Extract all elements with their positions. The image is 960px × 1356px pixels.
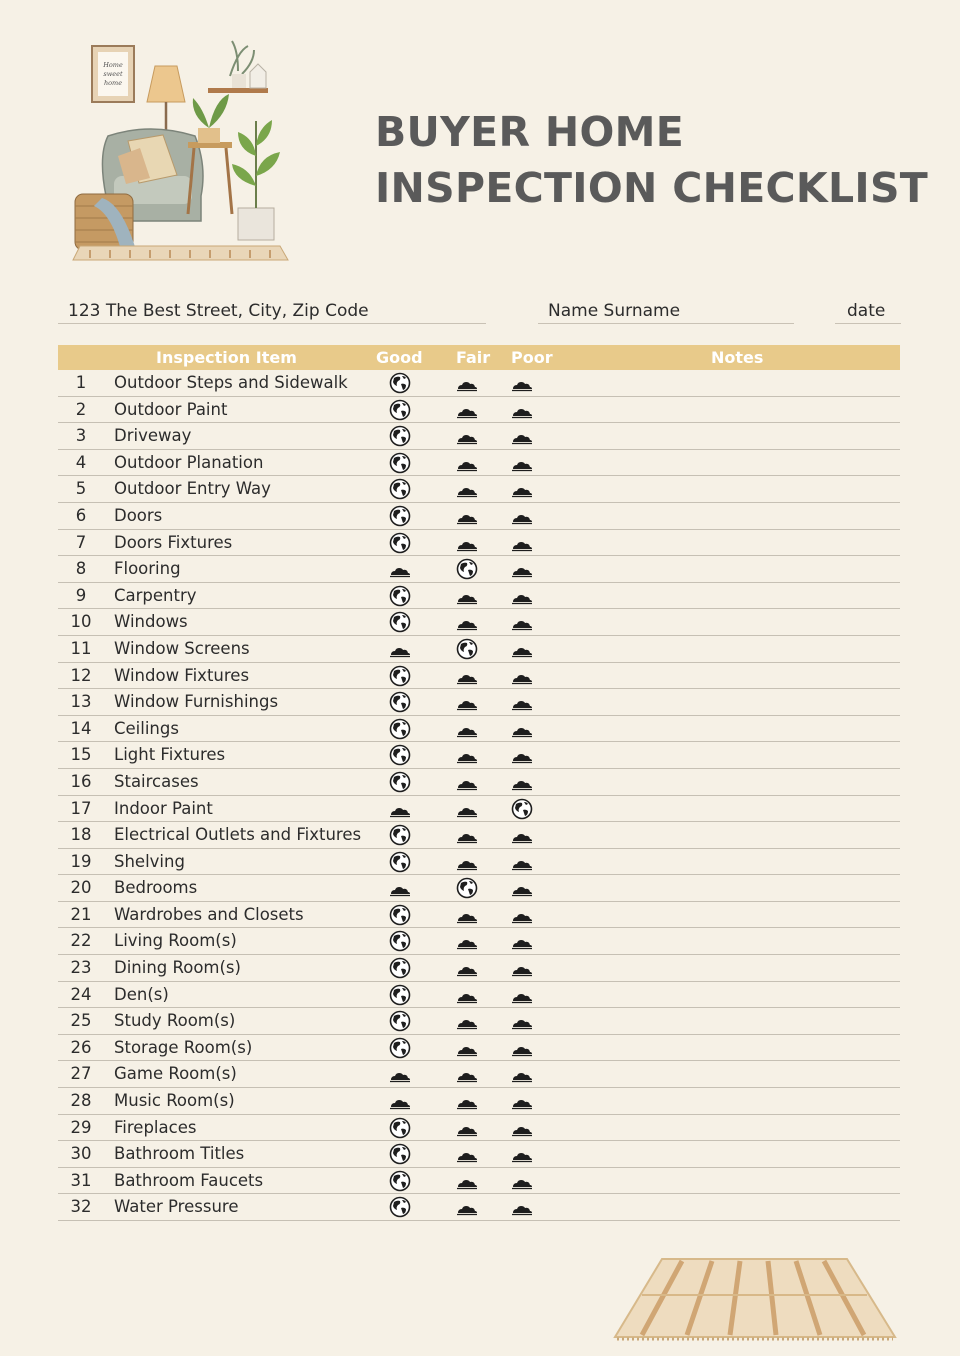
row-number: 30: [70, 1144, 92, 1164]
inspection-item-label: Doors Fixtures: [114, 532, 233, 552]
globe-icon[interactable]: [388, 1037, 412, 1059]
cloud-icon[interactable]: [455, 399, 479, 421]
cloud-icon[interactable]: [455, 372, 479, 394]
globe-icon[interactable]: [388, 904, 412, 926]
globe-icon[interactable]: [388, 425, 412, 447]
globe-icon[interactable]: [388, 771, 412, 793]
table-row: [58, 556, 900, 583]
cloud-icon[interactable]: [455, 532, 479, 554]
row-number: 14: [70, 718, 92, 738]
page-title: [375, 104, 935, 216]
table-row: [58, 397, 900, 424]
table-row: [58, 476, 900, 503]
table-row: [58, 955, 900, 982]
cloud-icon[interactable]: [455, 744, 479, 766]
inspection-item-label: Windows: [114, 612, 188, 632]
inspection-item-label: Driveway: [114, 426, 192, 446]
inspection-item-label: Dining Room(s): [114, 958, 241, 978]
globe-icon[interactable]: [388, 1143, 412, 1165]
globe-icon[interactable]: [388, 691, 412, 713]
table-body: [58, 370, 900, 1221]
globe-icon[interactable]: [388, 851, 412, 873]
cloud-icon[interactable]: [455, 930, 479, 952]
name-field[interactable]: Name Surname: [538, 298, 794, 324]
table-row: [58, 583, 900, 610]
table-row: [58, 982, 900, 1009]
inspection-item-label: Fireplaces: [114, 1117, 197, 1137]
globe-icon[interactable]: [388, 478, 412, 500]
cloud-icon[interactable]: [455, 984, 479, 1006]
globe-icon[interactable]: [388, 744, 412, 766]
cloud-icon[interactable]: [510, 399, 534, 421]
cloud-icon[interactable]: [455, 1196, 479, 1218]
cloud-icon[interactable]: [455, 611, 479, 633]
cloud-icon[interactable]: [455, 1143, 479, 1165]
row-number: 20: [70, 878, 92, 898]
inspection-item-label: Den(s): [114, 984, 169, 1004]
inspection-item-label: Water Pressure: [114, 1197, 239, 1217]
globe-icon[interactable]: [455, 558, 479, 580]
cloud-icon[interactable]: [455, 824, 479, 846]
globe-icon[interactable]: [388, 984, 412, 1006]
table-row: [58, 822, 900, 849]
table-row: [58, 1035, 900, 1062]
address-field[interactable]: 123 The Best Street, City, Zip Code: [58, 298, 486, 324]
cloud-icon[interactable]: [455, 771, 479, 793]
row-number: 5: [75, 479, 87, 499]
cloud-icon[interactable]: [510, 1090, 534, 1112]
cloud-icon[interactable]: [455, 1117, 479, 1139]
cloud-icon[interactable]: [510, 585, 534, 607]
cloud-icon[interactable]: [455, 1170, 479, 1192]
cloud-icon[interactable]: [455, 1063, 479, 1085]
row-number: 4: [75, 452, 87, 472]
cloud-icon[interactable]: [455, 691, 479, 713]
cloud-icon[interactable]: [388, 558, 412, 580]
inspection-item-label: Carpentry: [114, 585, 197, 605]
inspection-item-label: Outdoor Steps and Sidewalk: [114, 373, 348, 392]
cloud-icon[interactable]: [510, 718, 534, 740]
inspection-item-label: Storage Room(s): [114, 1037, 253, 1057]
cloud-icon[interactable]: [510, 1063, 534, 1085]
cloud-icon[interactable]: [388, 798, 412, 820]
inspection-item-label: Music Room(s): [114, 1091, 235, 1111]
cloud-icon[interactable]: [510, 957, 534, 979]
cloud-icon[interactable]: [510, 1143, 534, 1165]
date-field[interactable]: date: [835, 298, 901, 324]
row-number: 27: [70, 1064, 92, 1084]
table-row: [58, 1008, 900, 1035]
cloud-icon[interactable]: [510, 638, 534, 660]
cloud-icon[interactable]: [510, 372, 534, 394]
row-number: 1: [75, 373, 87, 392]
svg-text:sweet: sweet: [103, 70, 123, 78]
inspection-item-label: Ceilings: [114, 718, 179, 738]
globe-icon[interactable]: [388, 824, 412, 846]
table-row: [58, 1061, 900, 1088]
table-header: [58, 345, 900, 370]
globe-icon[interactable]: [388, 505, 412, 527]
table-row: [58, 689, 900, 716]
header-good: Good: [376, 348, 423, 367]
row-number: 24: [70, 984, 92, 1004]
cloud-icon[interactable]: [455, 718, 479, 740]
cloud-icon[interactable]: [510, 478, 534, 500]
cloud-icon[interactable]: [388, 877, 412, 899]
table-row: [58, 769, 900, 796]
table-row: [58, 1115, 900, 1142]
globe-icon[interactable]: [388, 957, 412, 979]
cloud-icon[interactable]: [510, 1196, 534, 1218]
cloud-icon[interactable]: [455, 1010, 479, 1032]
cloud-icon[interactable]: [455, 904, 479, 926]
cloud-icon[interactable]: [388, 1063, 412, 1085]
table-row: [58, 609, 900, 636]
table-row: [58, 742, 900, 769]
cloud-icon[interactable]: [455, 1037, 479, 1059]
globe-icon[interactable]: [388, 718, 412, 740]
globe-icon[interactable]: [455, 877, 479, 899]
cloud-icon[interactable]: [388, 1090, 412, 1112]
globe-icon[interactable]: [388, 532, 412, 554]
globe-icon[interactable]: [455, 638, 479, 660]
cloud-icon[interactable]: [510, 691, 534, 713]
table-row: [58, 1168, 900, 1195]
cloud-icon[interactable]: [510, 771, 534, 793]
inspection-item-label: Bedrooms: [114, 878, 198, 898]
cloud-icon[interactable]: [510, 877, 534, 899]
cloud-icon[interactable]: [510, 904, 534, 926]
globe-icon[interactable]: [510, 798, 534, 820]
table-row: [58, 1088, 900, 1115]
cloud-icon[interactable]: [455, 1090, 479, 1112]
cloud-icon[interactable]: [455, 585, 479, 607]
row-number: 16: [70, 771, 92, 791]
inspection-item-label: Outdoor Planation: [114, 452, 264, 472]
table-row: [58, 849, 900, 876]
cloud-icon[interactable]: [510, 1117, 534, 1139]
cloud-icon[interactable]: [455, 798, 479, 820]
cloud-icon[interactable]: [455, 665, 479, 687]
title-line-2: INSPECTION CHECKLIST: [375, 164, 929, 212]
row-number: 9: [75, 585, 87, 605]
inspection-item-label: Bathroom Faucets: [114, 1170, 264, 1190]
inspection-table: [58, 345, 900, 1221]
table-row: [58, 636, 900, 663]
table-row: [58, 1141, 900, 1168]
inspection-item-label: Electrical Outlets and Fixtures: [114, 825, 362, 845]
cloud-icon[interactable]: [510, 665, 534, 687]
cloud-icon[interactable]: [510, 1010, 534, 1032]
cloud-icon[interactable]: [388, 638, 412, 660]
table-row: [58, 503, 900, 530]
inspection-item-label: Outdoor Entry Way: [114, 479, 271, 499]
table-row: [58, 716, 900, 743]
table-row: [58, 902, 900, 929]
inspection-item-label: Indoor Paint: [114, 798, 213, 818]
row-number: 7: [75, 532, 87, 552]
cloud-icon[interactable]: [455, 957, 479, 979]
cloud-icon[interactable]: [510, 851, 534, 873]
table-row: [58, 875, 900, 902]
header-notes: Notes: [711, 348, 764, 367]
cloud-icon[interactable]: [455, 478, 479, 500]
table-row: [58, 663, 900, 690]
rug-illustration: [612, 1255, 897, 1345]
cloud-icon[interactable]: [510, 1037, 534, 1059]
row-number: 28: [70, 1091, 92, 1111]
table-row: [58, 370, 900, 397]
row-number: 31: [70, 1170, 92, 1190]
svg-text:home: home: [103, 79, 123, 87]
cloud-icon[interactable]: [510, 452, 534, 474]
row-number: 2: [75, 399, 87, 419]
inspection-item-label: Bathroom Titles: [114, 1144, 245, 1164]
cloud-icon[interactable]: [510, 505, 534, 527]
cloud-icon[interactable]: [510, 611, 534, 633]
inspection-item-label: Light Fixtures: [114, 745, 226, 765]
inspection-item-label: Game Room(s): [114, 1064, 237, 1084]
globe-icon[interactable]: [388, 399, 412, 421]
table-row: [58, 423, 900, 450]
row-number: 8: [75, 559, 87, 579]
cloud-icon[interactable]: [510, 425, 534, 447]
cloud-icon[interactable]: [510, 744, 534, 766]
table-row: [58, 1194, 900, 1221]
inspection-item-label: Shelving: [114, 851, 185, 871]
inspection-item-label: Outdoor Paint: [114, 399, 228, 419]
row-number: 23: [70, 958, 92, 978]
inspection-item-label: Window Furnishings: [114, 692, 279, 712]
globe-icon[interactable]: [388, 1170, 412, 1192]
row-number: 19: [70, 851, 92, 871]
header-poor: Poor: [511, 348, 553, 367]
row-number: 13: [70, 692, 92, 712]
inspection-item-label: Study Room(s): [114, 1011, 236, 1031]
table-row: [58, 796, 900, 823]
cloud-icon[interactable]: [510, 824, 534, 846]
table-row: [58, 530, 900, 557]
header-fair: Fair: [456, 348, 491, 367]
row-number: 21: [70, 904, 92, 924]
cloud-icon[interactable]: [455, 505, 479, 527]
row-number: 12: [70, 665, 92, 685]
table-row: [58, 450, 900, 477]
row-number: 17: [70, 798, 92, 818]
cloud-icon[interactable]: [510, 532, 534, 554]
row-number: 26: [70, 1037, 92, 1057]
row-number: 10: [70, 612, 92, 632]
row-number: 22: [70, 931, 92, 951]
inspection-item-label: Wardrobes and Closets: [114, 904, 304, 924]
globe-icon[interactable]: [388, 665, 412, 687]
row-number: 18: [70, 825, 92, 845]
globe-icon[interactable]: [388, 372, 412, 394]
globe-icon[interactable]: [388, 1010, 412, 1032]
row-number: 29: [70, 1117, 92, 1137]
row-number: 32: [70, 1197, 92, 1217]
globe-icon[interactable]: [388, 1196, 412, 1218]
inspection-item-label: Doors: [114, 505, 163, 525]
header-inspection-item: Inspection Item: [156, 348, 297, 367]
row-number: 11: [70, 638, 92, 658]
table-row: [58, 928, 900, 955]
inspection-item-label: Window Screens: [114, 638, 250, 658]
row-number: 25: [70, 1011, 92, 1031]
globe-icon[interactable]: [388, 611, 412, 633]
cloud-icon[interactable]: [510, 1170, 534, 1192]
globe-icon[interactable]: [388, 452, 412, 474]
cloud-icon[interactable]: [455, 452, 479, 474]
living-room-illustration: [70, 36, 295, 266]
inspection-item-label: Staircases: [114, 771, 199, 791]
globe-icon[interactable]: [388, 585, 412, 607]
cloud-icon[interactable]: [510, 930, 534, 952]
cloud-icon[interactable]: [510, 558, 534, 580]
globe-icon[interactable]: [388, 930, 412, 952]
row-number: 6: [75, 505, 87, 525]
inspection-item-label: Living Room(s): [114, 931, 237, 951]
cloud-icon[interactable]: [510, 984, 534, 1006]
row-number: 3: [75, 426, 87, 446]
svg-text:Home: Home: [103, 61, 123, 69]
title-line-1: BUYER HOME: [375, 108, 685, 156]
row-number: 15: [70, 745, 92, 765]
cloud-icon[interactable]: [455, 851, 479, 873]
inspection-item-label: Flooring: [114, 559, 181, 579]
globe-icon[interactable]: [388, 1117, 412, 1139]
cloud-icon[interactable]: [455, 425, 479, 447]
inspection-item-label: Window Fixtures: [114, 665, 250, 685]
